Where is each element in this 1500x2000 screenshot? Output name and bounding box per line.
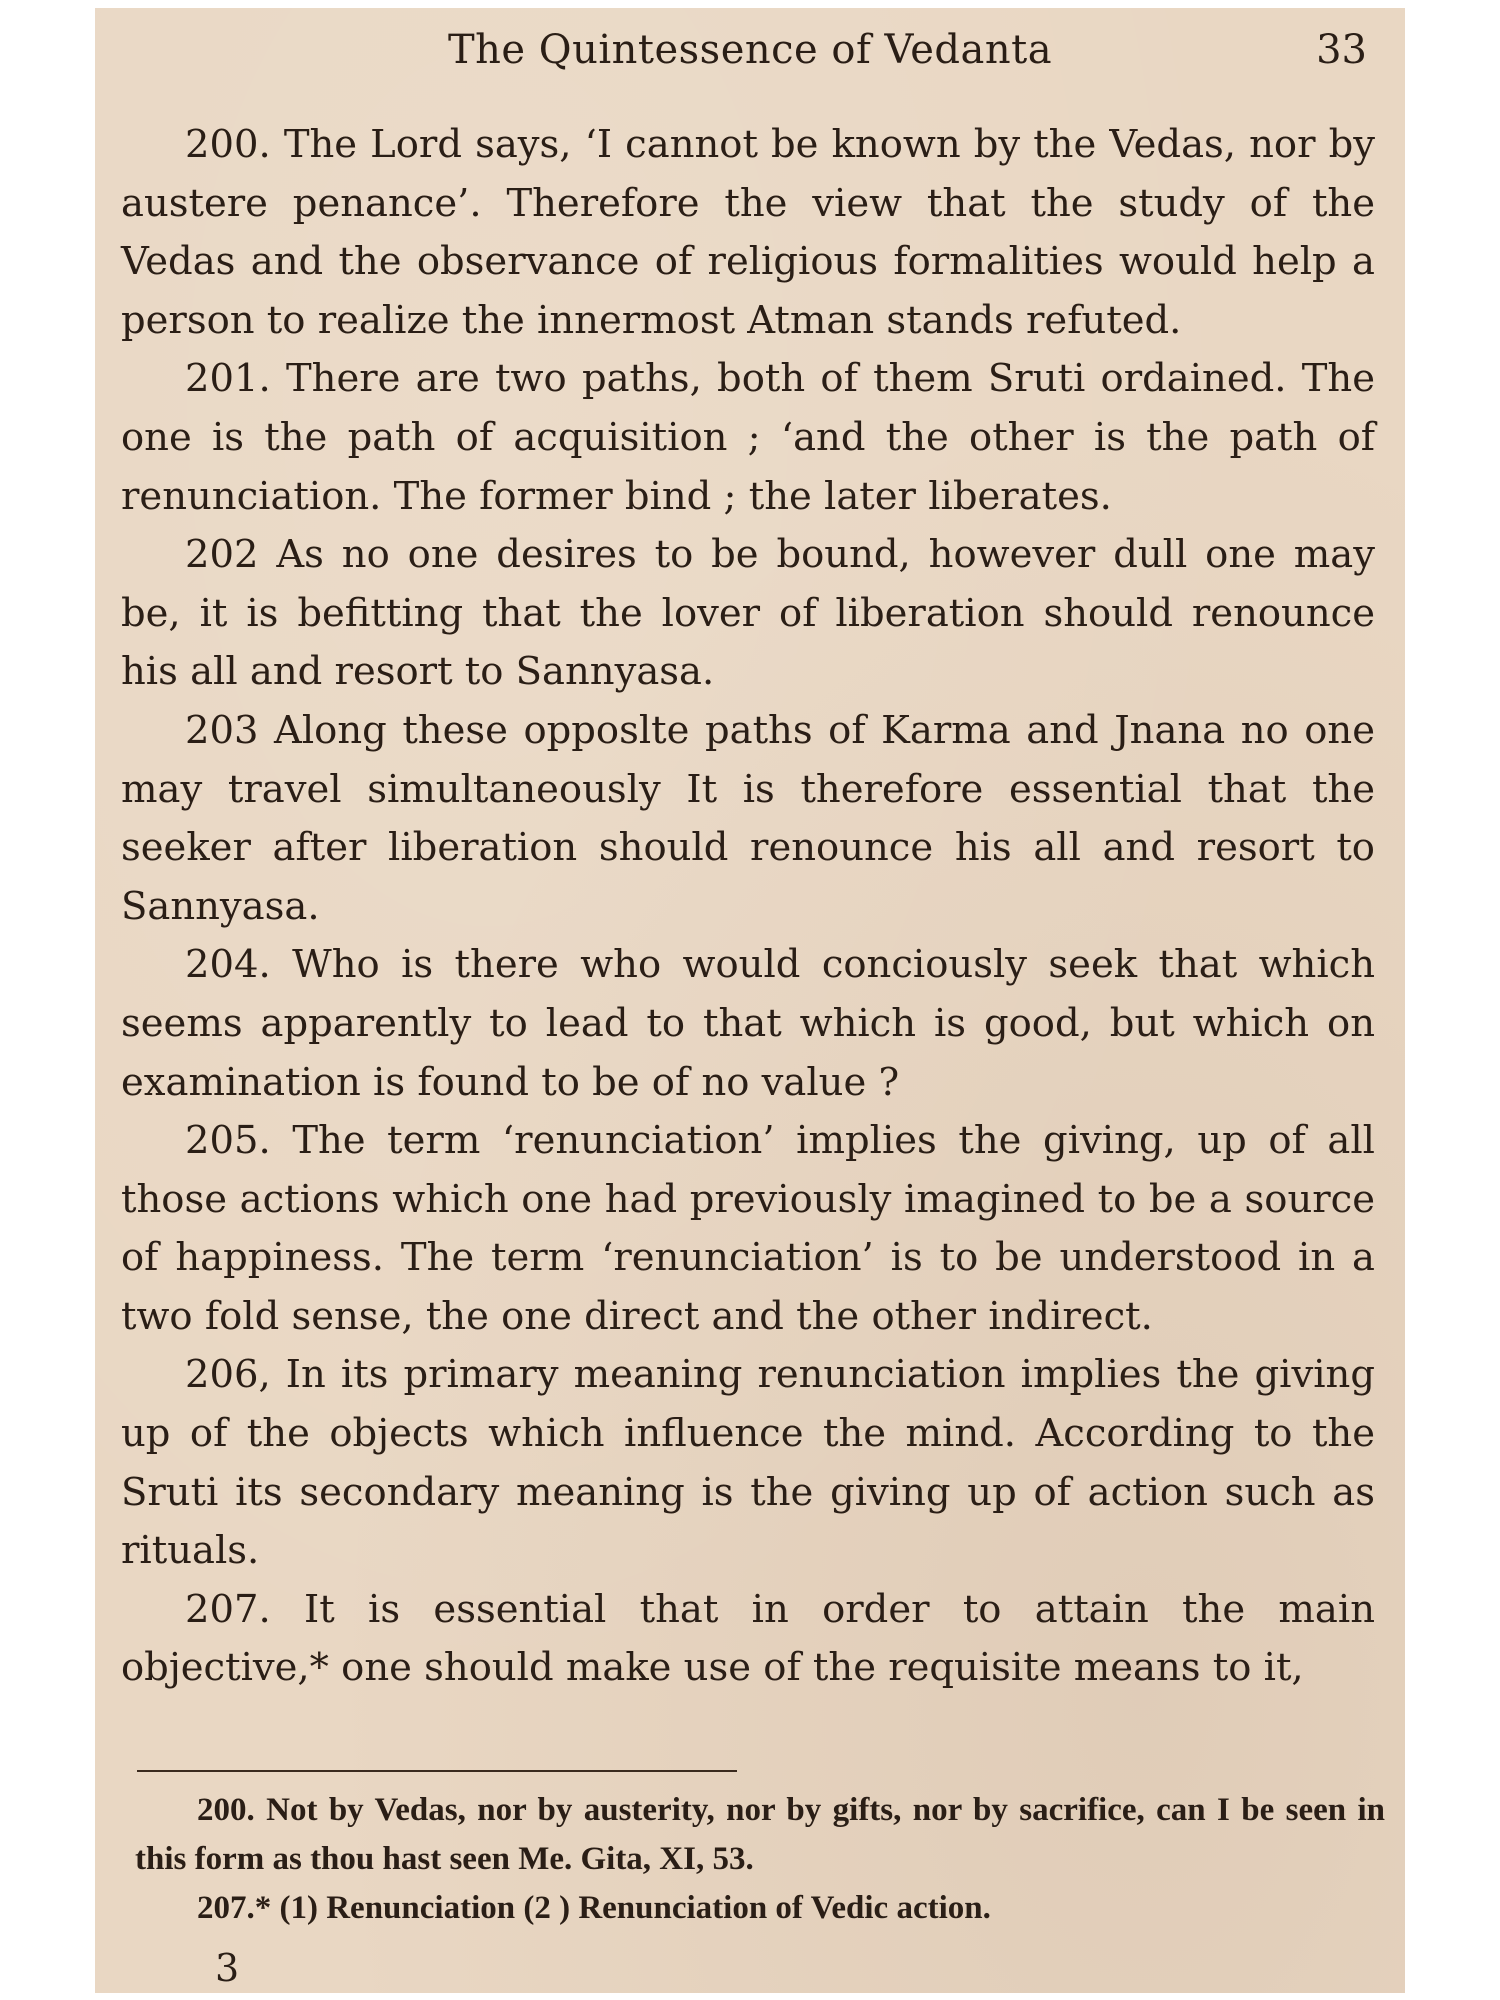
page-title: The Quintessence of Vedanta — [447, 27, 1053, 73]
footnote-200: 200. Not by Vedas, nor by austerity, nor by gifts, nor by sacrifice, can I be seen in this form as thou hast seen Me. Gita, XI, 53. — [135, 1792, 1385, 1877]
body-text — [121, 116, 1375, 1698]
paragraph-202: 202 As no one desires to be bound, however dull one may be, it is befitting that the lover of liberation should renounce his all and resort to Sannyasa. — [121, 532, 1375, 695]
paragraph-207: 207. It is essential that in order to attain the main objective,* one should make use of the requisite means to it, — [121, 1586, 1375, 1691]
footnotes — [135, 1786, 1385, 1933]
footnote-207: 207.* (1) Renunciation (2 ) Renunciation of Vedic action. — [197, 1890, 991, 1926]
book-page — [95, 8, 1405, 1993]
running-header — [95, 22, 1405, 78]
paragraph-206: 206, In its primary meaning renunciation implies the giving up of the objects which influence the mind. According to the Sruti its secondary meaning is the giving up of action such as rituals. — [121, 1352, 1375, 1574]
paragraph-201: 201. There are two paths, both of them Sruti ordained. The one is the path of acquisition ; ‘and the other is the path of renunciation. The former bind ; the later liberates. — [121, 356, 1375, 519]
paragraph-205: 205. The term ‘renunciation’ implies the giving, up of all those actions which one had previously imagined to be a source of happiness. The term ‘renunciation’ is to be understood in a two fold sense, the one direct and the other indirect. — [121, 1118, 1375, 1339]
paragraph-200: 200. The Lord says, ‘I cannot be known by the Vedas, nor by austere penance’. Therefore the view that the study of the Vedas and the observance of religious formalities would help a person to realize the innermost Atman stands refuted. — [121, 122, 1375, 343]
signature-mark: 3 — [215, 1946, 240, 1990]
paragraph-204: 204. Who is there who would conciously seek that which seems apparently to lead to that which is good, but which on examination is found to be of no value ? — [121, 942, 1375, 1105]
footnote-divider — [137, 1770, 737, 1772]
paragraph-203: 203 Along these opposlte paths of Karma and Jnana no one may travel simultaneously It is therefore essential that the seeker after liberation should renounce his all and resort to Sannyasa. — [121, 707, 1375, 929]
page-number: 33 — [1316, 27, 1367, 73]
